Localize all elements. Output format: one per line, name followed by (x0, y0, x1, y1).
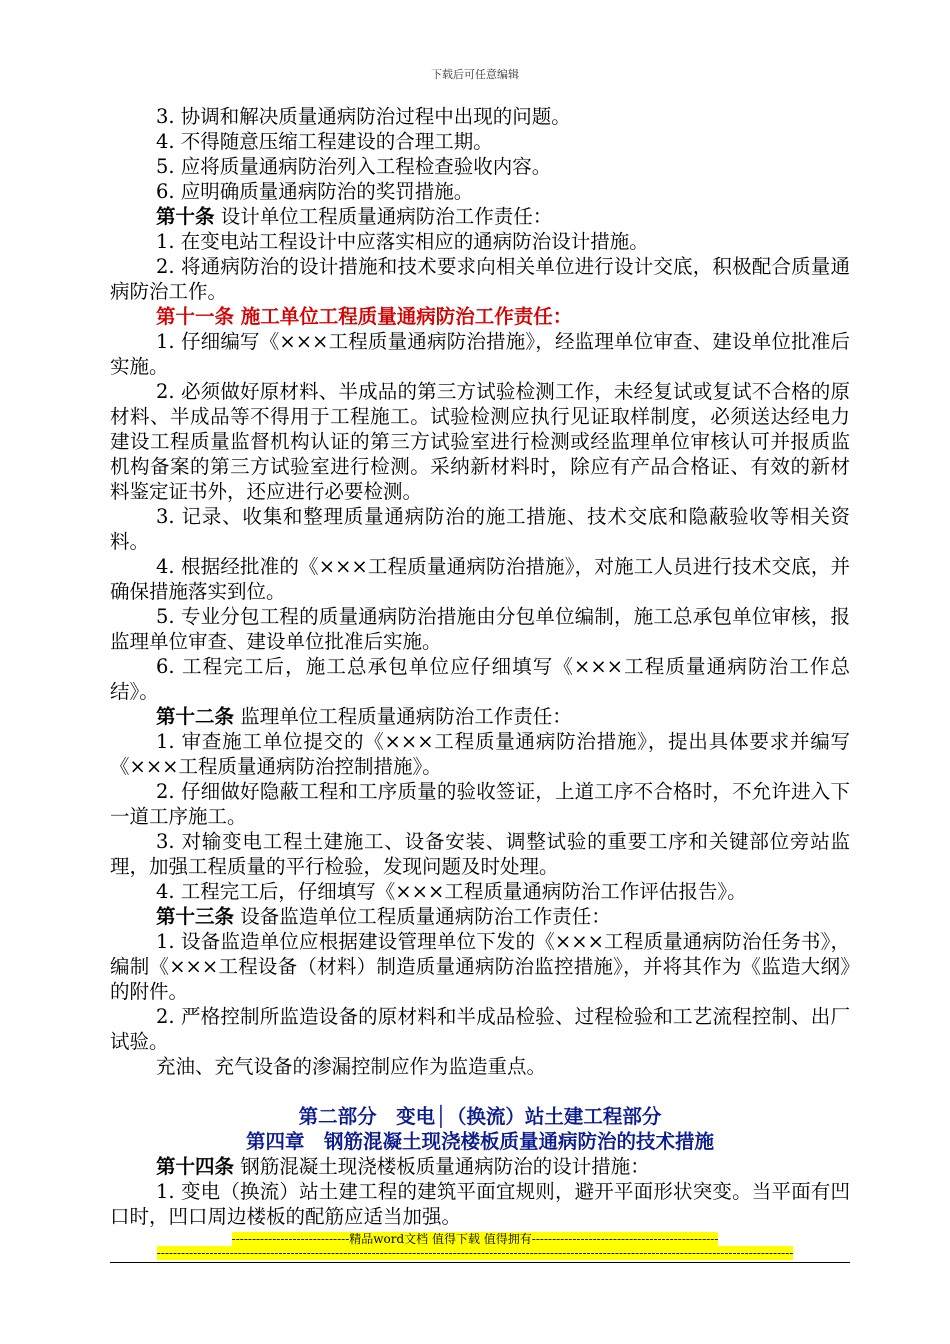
paragraph-text: 4. 不得随意压缩工程建设的合理工期。 (156, 130, 493, 153)
paragraph-text: 4. 根据经批准的《×××工程质量通病防治措施》，对施工人员进行技术交底，并确保措施落实到位。 (110, 555, 850, 603)
section-title (110, 1129, 850, 1154)
paragraph-text: 施工单位工程质量通病防治工作责任： (234, 305, 573, 328)
article-heading (110, 304, 850, 329)
paragraph-text: 6. 工程完工后，施工总承包单位应仔细填写《×××工程质量通病防治工作总结》。 (110, 655, 850, 703)
paragraph (110, 929, 850, 1004)
paragraph (110, 129, 850, 154)
paragraph-text: 钢筋混凝土现浇楼板质量通病防治的设计措施： (234, 1155, 650, 1178)
paragraph (110, 254, 850, 304)
article-number: 第十四条 (156, 1155, 235, 1178)
page-header: 下载后可任意编辑 (431, 68, 519, 81)
paragraph-text: 3. 对输变电工程土建施工、设备安装、调整试验的重要工序和关键部位旁站监理，加强工程质量的平行检验，发现问题及时处理。 (110, 830, 850, 878)
paragraph-text: 2. 严格控制所监造设备的原材料和半成品检验、过程检验和工艺流程控制、出厂试验。 (110, 1005, 850, 1053)
paragraph-text: 2. 将通病防治的设计措施和技术要求向相关单位进行设计交底，积极配合质量通病防治工作。 (110, 255, 850, 303)
paragraph-text: 4. 工程完工后，仔细填写《×××工程质量通病防治工作评估报告》。 (156, 880, 747, 903)
article-heading (110, 904, 850, 929)
article-number: 第十条 (156, 205, 215, 228)
footer-banner-text-1: -----------------------------精品word文档 值得下载 值得拥有---------------------------------------------- (231, 1232, 719, 1246)
blank-line (110, 1079, 850, 1104)
article-number: 第十一条 (156, 305, 235, 328)
paragraph-text: 第四章 钢筋混凝土现浇楼板质量通病防治的技术措施 (245, 1130, 714, 1153)
section-title (110, 1104, 850, 1129)
paragraph-text: 3. 协调和解决质量通病防治过程中出现的问题。 (156, 105, 571, 128)
paragraph-text: 监理单位工程质量通病防治工作责任： (234, 705, 572, 728)
paragraph (110, 879, 850, 904)
footer-rule (110, 1262, 850, 1263)
paragraph (110, 154, 850, 179)
paragraph (110, 729, 850, 779)
article-heading (110, 704, 850, 729)
paragraph (110, 1054, 850, 1079)
paragraph-text: 1. 仔细编写《×××工程质量通病防治措施》，经监理单位审查、建设单位批准后实施。 (110, 330, 850, 378)
paragraph (110, 1179, 850, 1229)
paragraph-text: 2. 必须做好原材料、半成品的第三方试验检测工作，未经复试或复试不合格的原材料、半成品等不得用于工程施工。试验检测应执行见证取样制度，必须送达经电力建设工程质量监督机构认证的第三方试验室进行检测或经监理单位审核认可并报质监机构备案的第三方试验室进行检测。采纳新材料时，除应有产品合格证、有效的新材料鉴定证书外，还应进行必要检测。 (110, 380, 850, 503)
paragraph-text: 设计单位工程质量通病防治工作责任： (214, 205, 553, 228)
paragraph-text: 2. 仔细做好隐蔽工程和工序质量的验收签证，上道工序不合格时，不允许进入下一道工序施工。 (110, 780, 850, 828)
paragraph (110, 604, 850, 654)
paragraph-text: 6. 应明确质量通病防治的奖罚措施。 (156, 180, 474, 203)
paragraph (110, 554, 850, 604)
paragraph (110, 654, 850, 704)
paragraph (110, 104, 850, 129)
document-body (110, 104, 850, 1229)
paragraph-text: 充油、充气设备的渗漏控制应作为监造重点。 (156, 1055, 547, 1078)
paragraph (110, 379, 850, 504)
paragraph-text: 1. 审查施工单位提交的《×××工程质量通病防治措施》，提出具体要求并编写《×××工程质量通病防治控制措施》。 (110, 730, 850, 778)
paragraph (110, 829, 850, 879)
paragraph (110, 1004, 850, 1054)
paragraph (110, 779, 850, 829)
paragraph-text: 1. 在变电站工程设计中应落实相应的通病防治设计措施。 (156, 230, 649, 253)
paragraph (110, 329, 850, 379)
paragraph-text: 设备监造单位工程质量通病防治工作责任： (234, 905, 611, 928)
footer-banner-text-2: ------------------------------------------------------------------------------------------------------------------------------------------------------------- (156, 1246, 794, 1260)
paragraph-text: 5. 应将质量通病防治列入工程检查验收内容。 (156, 155, 552, 178)
footer-banner-line-2 (0, 1246, 950, 1260)
paragraph-text: 第二部分 变电│（换流）站土建工程部分 (298, 1105, 662, 1128)
footer-banner-line-1 (0, 1232, 950, 1246)
paragraph-text: 5. 专业分包工程的质量通病防治措施由分包单位编制，施工总承包单位审核，报监理单位审查、建设单位批准后实施。 (110, 605, 850, 653)
paragraph-text: 1. 变电（换流）站土建工程的建筑平面宜规则，避开平面形状突变。当平面有凹口时，凹口周边楼板的配筋应适当加强。 (110, 1180, 850, 1228)
paragraph (110, 179, 850, 204)
paragraph (110, 504, 850, 554)
paragraph-text: 3. 记录、收集和整理质量通病防治的施工措施、技术交底和隐蔽验收等相关资料。 (110, 505, 850, 553)
article-number: 第十二条 (156, 705, 235, 728)
paragraph (110, 229, 850, 254)
article-heading (110, 204, 850, 229)
article-heading (110, 1154, 850, 1179)
article-number: 第十三条 (156, 905, 235, 928)
paragraph-text: 1. 设备监造单位应根据建设管理单位下发的《×××工程质量通病防治任务书》，编制《×××工程设备（材料）制造质量通病防治监控措施》，并将其作为《监造大纲》的附件。 (110, 930, 850, 1003)
